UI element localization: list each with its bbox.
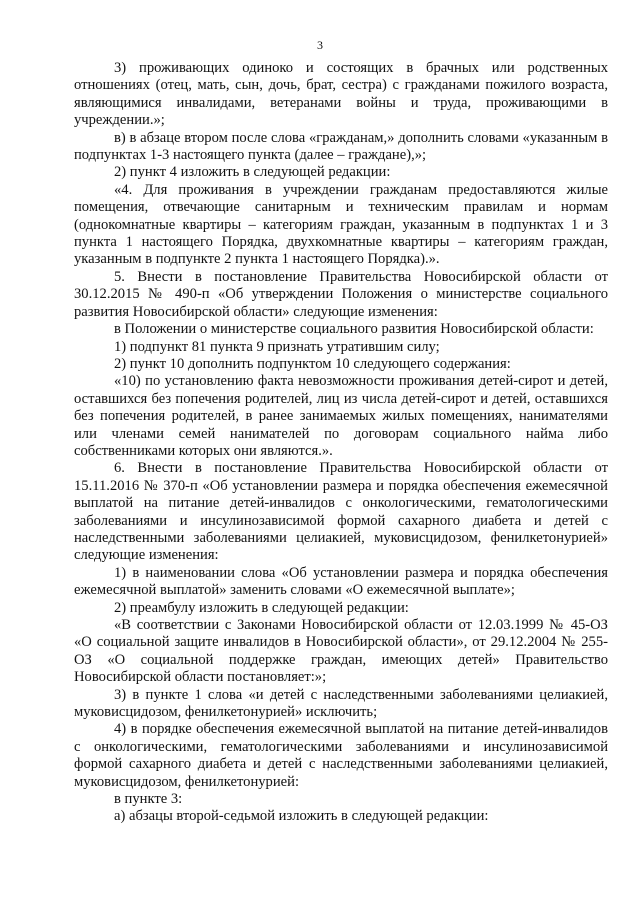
paragraph-11: 1) в наименовании слова «Об установлении размера и порядка обеспечения ежемесячной выплатой» заменить словами «О ежемесячной выплате»; [74, 564, 608, 599]
paragraph-6: в Положении о министерстве социального развития Новосибирской области: [114, 321, 594, 338]
document-body [74, 60, 608, 826]
paragraph-5: 5. Внести в постановление Правительства Новосибирской области от 30.12.2015 № 490-п «Об утверждении Положения о министерстве социального развития Новосибирской области» следующие изменения: [74, 268, 608, 320]
paragraph-17: а) абзацы второй-седьмой изложить в следующей редакции: [114, 808, 489, 825]
paragraph-14: 3) в пункте 1 слова «и детей с наследственными заболеваниями целиакией, муковисцидозом, фенилкетонурией» исключить; [74, 686, 608, 721]
paragraph-2: в) в абзаце втором после слова «гражданам,» дополнить словами «указанным в подпунктах 1-3 настоящего пункта (далее – граждане),»; [74, 129, 608, 164]
paragraph-12: 2) преамбулу изложить в следующей редакции: [114, 599, 409, 616]
paragraph-8: 2) пункт 10 дополнить подпунктом 10 следующего содержания: [114, 355, 511, 372]
paragraph-1: 3) проживающих одиноко и состоящих в брачных или родственных отношениях (отец, мать, сын, дочь, брат, сестра) с гражданами пожилого возраста, являющимися инвалидами, ветеранами войны и труда, проживающими в учреждении.»; [74, 60, 608, 129]
paragraph-15: 4) в порядке обеспечения ежемесячной выплатой на питание детей-инвалидов с онкологическими, гематологическими заболеваниями и инсулинозависимой формой сахарного диабета и детей с наследственными заболеваниями целиакией, муковисцидозом, фенилкетонурией: [74, 721, 608, 790]
paragraph-10: 6. Внести в постановление Правительства Новосибирской области от 15.11.2016 № 370-п «Об установлении размера и порядка обеспечения ежемесячной выплатой на питание детей-инвалидов с онкологическими, гематологическими заболеваниями и инсулинозависимой формой сахарного диабета и детей с наследственными заболеваниями целиакией, муковисцидозом, фенилкетонурией» следующие изменения: [74, 460, 608, 564]
paragraph-9: «10) по установлению факта невозможности проживания детей-сирот и детей, оставшихся без попечения родителей, лиц из числа детей-сирот и детей, оставшихся без попечения родителей, в ранее занимаемых жилых помещениях, нанимателями или членами семей нанимателей по договорам социального найма либо собственниками которых они являются.». [74, 373, 608, 459]
paragraph-3: 2) пункт 4 изложить в следующей редакции: [114, 164, 391, 181]
paragraph-7: 1) подпункт 81 пункта 9 признать утратившим силу; [114, 338, 440, 355]
paragraph-4: «4. Для проживания в учреждении гражданам предоставляются жилые помещения, отвечающие санитарным и техническим правилам и нормам (однокомнатные квартиры – категориям граждан, указанным в подпунктах 1 и 3 пункта 1 настоящего Порядка, двухкомнатные квартиры – категориям граждан, указанным в подпункте 2 пункта 1 настоящего Порядка).». [74, 181, 608, 268]
page-number: 3 [317, 38, 323, 52]
paragraph-13: «В соответствии с Законами Новосибирской области от 12.03.1999 № 45-ОЗ «О социальной защите инвалидов в Новосибирской области», от 29.12.2004 № 255-ОЗ «О социальной поддержке граждан, имеющих детей» Правительство Новосибирской области постановляет:»; [74, 617, 608, 686]
paragraph-16: в пункте 3: [114, 791, 183, 808]
